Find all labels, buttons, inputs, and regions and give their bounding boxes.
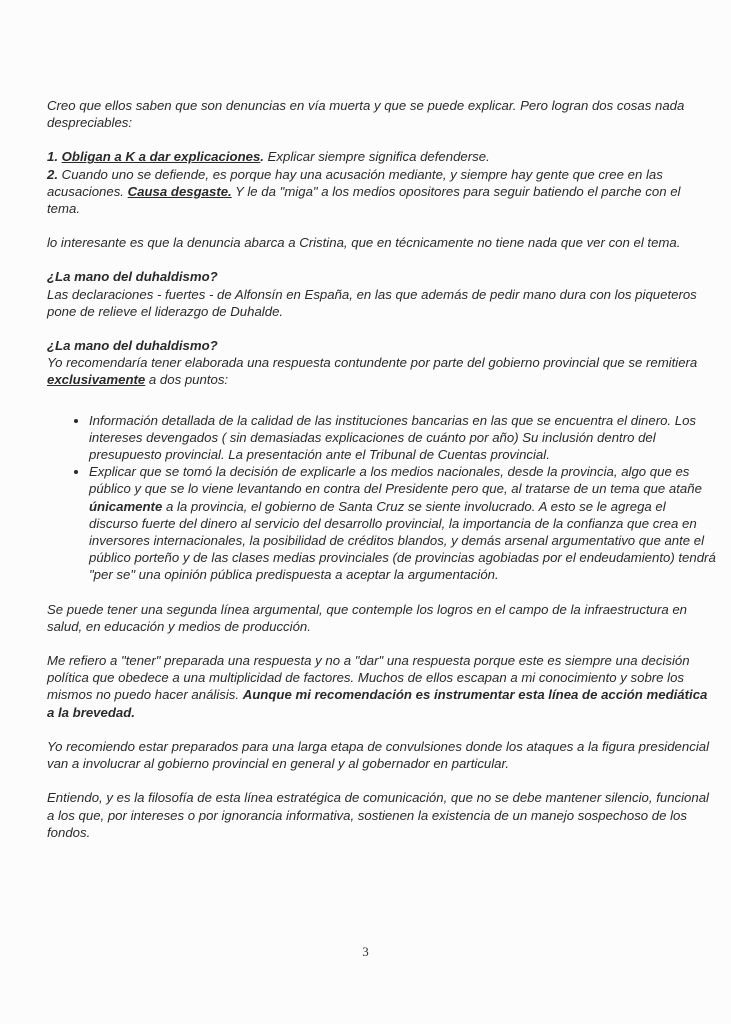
paragraph-tener-dar — [47, 652, 717, 721]
paragraph-recomendacion — [47, 354, 717, 388]
bullet-2-pre: Explicar que se tomó la decisión de explicarle a los medios nacionales, desde la provincia, algo que es público y que se lo viene levantando en contra del Presidente pero que, al tratarse de un tema que atañe — [89, 464, 702, 497]
point-2-number: 2. — [47, 166, 58, 182]
paragraph-numbered-points — [47, 148, 717, 217]
point-2-bold: Causa desgaste. — [127, 183, 232, 199]
paragraph-convulsiones: Yo recomiendo estar preparados para una larga etapa de convulsiones donde los ataques a la figura presidencial van a involucrar al gobierno provincial en general y al gobernador en particular. — [47, 738, 710, 772]
heading-duhaldismo-1: ¿La mano del duhaldismo? — [47, 269, 218, 285]
bullet-2-bold: únicamente — [89, 498, 163, 514]
tener-dar-bold: Aunque mi recomendación es instrumentar esta línea de acción mediática a la brevedad. — [47, 687, 708, 720]
point-1-text: Explicar siempre significa defenderse. — [263, 149, 490, 165]
point-1-number: 1. — [47, 149, 58, 165]
point-2-end: Y le da "miga" a los medios opositores para seguir batiendo el parche con el tema. — [47, 183, 681, 217]
paragraph-segunda-linea: Se puede tener una segunda línea argumental, que contemple los logros en el campo de la infraestructura en salud, en educación y medios de producción. — [47, 601, 688, 634]
page-number: 3 — [362, 944, 369, 959]
paragraph-entiendo: Entiendo, y es la filosofía de esta línea estratégica de comunicación, que no se debe mantener silencio, funcional a los que, por intereses o por ignorancia informativa, sostienen la existencia de un manejo sospechoso de los fondos. — [47, 790, 709, 840]
bullet-item-1: • Información detallada de la calidad de las instituciones bancarias en las que se encuentra el dinero. Los intereses devengados ( sin demasiadas explicaciones de cuánto por año) Su inclusión dentro del presupuesto provincial. La presentación ante el Tribunal de Cuentas provincial. — [89, 412, 717, 464]
point-1-dot: . — [260, 149, 264, 165]
bullet-item-2 — [89, 463, 717, 583]
bullet-2-post: a la provincia, el gobierno de Santa Cruz se siente involucrado. A esto se le agrega el discurso fuerte del dinero al servicio del desarrollo provincial, la importancia de la confianza que crea en inversores internacionales, la posibilidad de créditos blandos, y demás arsenal argumentativo que ante el público porteño y de las clases medias provinciales (de provincias agobiadas por el endeudamiento) tendrá "per se" una opinión pública predispuesta a aceptar la argumentación. — [89, 498, 716, 583]
tener-dar-text: Me refiero a "tener" preparada una respuesta y no a "dar" una respuesta porque este es siempre una decisión política que obedece a una multiplicidad de factores. Muchos de ellos escapan a mi conocimiento y sobre los mismos no puedo hacer análisis. — [47, 653, 690, 703]
point-2-text: Cuando uno se defiende, es porque hay una acusación mediante, y siempre hay gente que cree en las acusaciones. — [47, 166, 663, 199]
paragraph-cristina: lo interesante es que la denuncia abarca a Cristina, que en técnicamente no tiene nada que ver con el tema. — [47, 235, 681, 251]
recomendacion-post: a dos puntos: — [145, 372, 229, 388]
bullet-list — [47, 412, 717, 584]
recomendacion-bold: exclusivamente — [47, 372, 146, 388]
paragraph-intro: Creo que ellos saben que son denuncias en vía muerta y que se puede explicar. Pero logran dos cosas nada despreciables: — [47, 98, 685, 131]
heading-duhaldismo-2: ¿La mano del duhaldismo? — [47, 338, 218, 354]
document-body — [47, 97, 717, 858]
recomendacion-pre: Yo recomendaría tener elaborada una respuesta contundente por parte del gobierno provincial que se remitiera — [47, 355, 698, 371]
paragraph-declaraciones: Las declaraciones - fuertes - de Alfonsín en España, en las que además de pedir mano dura con los piqueteros pone de relieve el liderazgo de Duhalde. — [47, 286, 697, 319]
point-1-bold: Obligan a K a dar explicaciones — [61, 149, 261, 165]
